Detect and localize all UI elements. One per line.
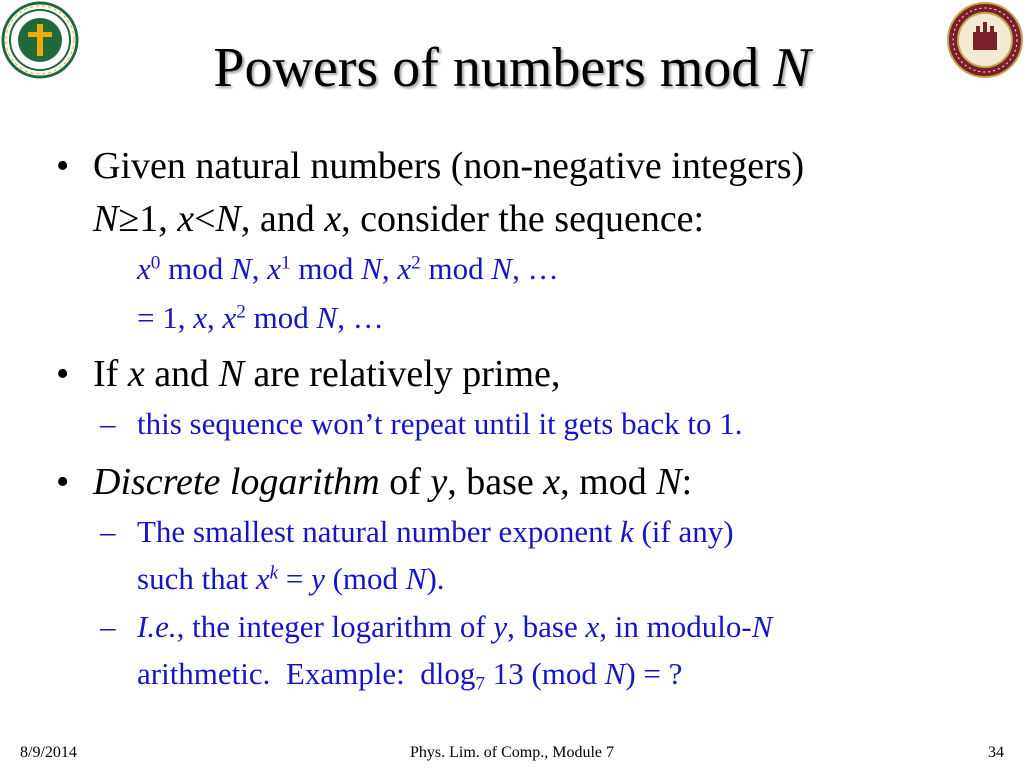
slide-title: Powers of numbers mod N xyxy=(213,37,811,99)
bullet-2-marker: • xyxy=(56,353,70,395)
bullet-1-line-1: Given natural numbers (non-negative integers) xyxy=(93,145,805,187)
footer-page-number: 34 xyxy=(988,744,1004,761)
footer-course: Phys. Lim. of Comp., Module 7 xyxy=(409,744,614,761)
footer-date: 8/9/2014 xyxy=(20,744,77,761)
bullet-2-line: If x and N are relatively prime, xyxy=(93,353,561,395)
bullet-3-line: Discrete logarithm of y, base x, mod N: xyxy=(93,461,693,503)
sub-bullet-3-1-line-2: such that $x^k = y$ (mod N). xyxy=(137,561,445,596)
sub-bullet-3-1-marker: – xyxy=(100,514,116,549)
sub-bullet-3-2-line-2: arithmetic. Example: dlog$_7$ 13 (mod N) = ? xyxy=(137,656,683,695)
sequence-line-1: $x^0$ mod N, $x^1$ mod N, $x^2$ mod N, … xyxy=(137,251,559,286)
bullet-1-line-2: N≥1, x<N, and x, consider the sequence: xyxy=(93,198,705,240)
sub-bullet-3-1-line-1: The smallest natural number exponent k (if any) xyxy=(137,514,734,549)
sequence-line-2: = 1, x, $x^2$ mod N, … xyxy=(137,300,384,335)
sub-bullet-3-2-marker: – xyxy=(100,609,116,644)
bullet-1-marker: • xyxy=(56,145,70,187)
sub-bullet-2-1: this sequence won’t repeat until it gets back to 1. xyxy=(137,406,743,441)
sub-bullet-3-2-line-1: I.e., the integer logarithm of y, base x, in modulo-N xyxy=(137,609,773,644)
bullet-3-marker: • xyxy=(56,461,70,503)
sub-bullet-2-1-marker: – xyxy=(100,406,116,441)
